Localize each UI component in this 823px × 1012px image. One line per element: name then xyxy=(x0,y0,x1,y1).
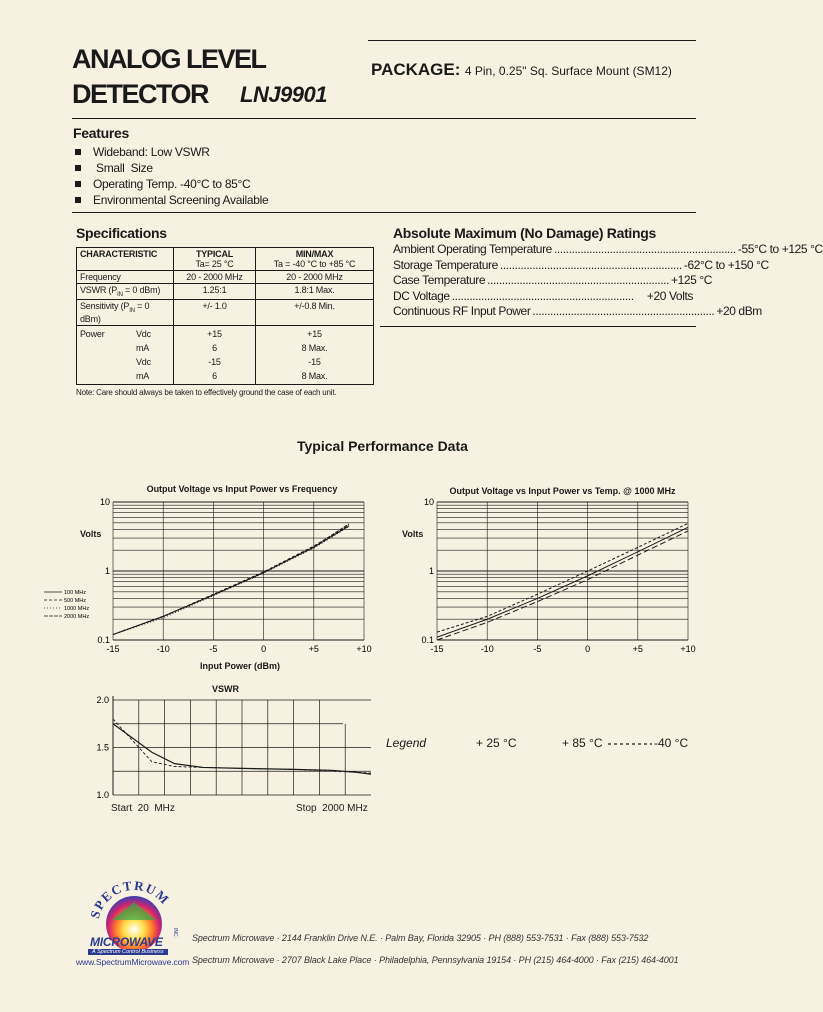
x-tick-label: -15 xyxy=(106,644,120,654)
table-cell: Sensitivity ($P_{IN} = 0$ dBm) xyxy=(77,299,174,325)
table-row xyxy=(77,325,374,384)
y-tick-label: 2.0 xyxy=(96,695,109,705)
specs-note: Note: Care should always be taken to effectively ground the case of each unit. xyxy=(76,388,337,397)
x-tick-label: -5 xyxy=(533,644,542,654)
x-tick-label: 0 xyxy=(261,644,267,654)
package-text: 4 Pin, 0.25" Sq. Surface Mount (SM12) xyxy=(464,64,672,78)
header-rule xyxy=(72,118,696,119)
table-cell: +/- 1.0 xyxy=(174,299,256,325)
specs-title: Specifications xyxy=(76,225,167,241)
legend-entry: 2000 MHz xyxy=(64,614,90,620)
page-title-line2: DETECTOR xyxy=(72,79,209,109)
legend-m40c: -40 °C xyxy=(654,736,689,750)
chart1-svg xyxy=(40,494,390,680)
rating-row: Storage Temperature .............................................................. -62°C to +150 °C xyxy=(393,257,769,272)
table-header: TYPICAL Ta= 25 °C xyxy=(174,248,256,271)
logo-inc: INC. xyxy=(172,928,178,938)
logo-wordmark: MICROWAVE xyxy=(90,935,163,949)
x-tick-label: +10 xyxy=(356,644,372,654)
table-cell: 20 - 2000 MHz xyxy=(256,271,374,284)
table-cell: Frequency xyxy=(77,271,174,284)
legend-entry: 1000 MHz xyxy=(64,606,90,612)
footer-address-1: Spectrum Microwave · 2144 Franklin Drive N.E. · Palm Bay, Florida 32905 · PH (888) 553-7531 · Fax (888) 553-7532 xyxy=(192,933,649,943)
rating-row: Continuous RF Input Power .............................................................. +20 dBm xyxy=(393,304,762,318)
features-rule xyxy=(72,212,696,213)
table-cell: VSWR ($P_{IN} = 0$ dBm) xyxy=(77,284,174,300)
features-title: Features xyxy=(73,125,129,141)
chart3-stop-label: Stop 2000 MHz xyxy=(296,803,368,814)
table-cell: 20 - 2000 MHz xyxy=(174,271,256,284)
ratings-title: Absolute Maximum (No Damage) Ratings xyxy=(393,225,657,241)
feature-item: Operating Temp. -40°C to 85°C xyxy=(75,176,268,192)
y-tick-label: 1 xyxy=(104,566,110,576)
x-tick-label: +5 xyxy=(308,644,319,654)
table-row xyxy=(77,271,374,284)
legend-25c: + 25 °C xyxy=(476,736,517,750)
table-row xyxy=(77,248,374,271)
x-tick-label: -15 xyxy=(430,644,444,654)
logo-tagline: A Spectrum Control Business xyxy=(88,949,168,955)
table-header: CHARACTERISTIC xyxy=(77,248,174,271)
bullet-icon xyxy=(75,197,81,203)
y-tick-label: 0.1 xyxy=(97,635,110,645)
x-tick-label: -5 xyxy=(209,644,218,654)
table-cell: +/-0.8 Min. xyxy=(256,299,374,325)
rating-row: DC Voltage .............................................................. +20 Volts xyxy=(393,288,693,303)
table-cell: +15 6 -15 6 xyxy=(174,325,256,384)
bullet-icon xyxy=(75,181,81,187)
bullet-icon xyxy=(75,165,81,171)
rating-row: Case Temperature .............................................................. +125 °C xyxy=(393,273,713,287)
y-tick-label: 1.5 xyxy=(96,742,109,753)
package-label: PACKAGE: xyxy=(371,60,461,79)
performance-title: Typical Performance Data xyxy=(297,438,468,454)
legend-dash-icon xyxy=(608,740,652,748)
table-cell: 1.8:1 Max. xyxy=(256,284,374,300)
chart2-ylabel: Volts xyxy=(402,529,424,539)
specs-table xyxy=(76,247,374,385)
chart2-title: Output Voltage vs Input Power vs Temp. @ 1000 MHz xyxy=(449,486,676,496)
chart1-xlabel: Input Power (dBm) xyxy=(200,661,280,671)
y-tick-label: 0.1 xyxy=(421,635,434,645)
chart3-start-label: Start 20 MHz xyxy=(111,803,175,814)
y-tick-label: 1 xyxy=(428,566,434,576)
top-rule xyxy=(368,40,696,41)
table-row xyxy=(77,284,374,300)
footer-address-2: Spectrum Microwave · 2707 Black Lake Place · Philadelphia, Pennsylvania 19154 · PH (215) 464-4000 · Fax (215) 464-4001 xyxy=(192,955,679,965)
legend-85c: + 85 °C xyxy=(562,736,603,750)
table-cell: Power Vdc mA Vdc mA xyxy=(77,325,174,384)
footer-website[interactable]: www.SpectrumMicrowave.com xyxy=(76,957,190,967)
x-tick-label: -10 xyxy=(480,644,494,654)
bullet-icon xyxy=(75,149,81,155)
x-tick-label: -10 xyxy=(156,644,170,654)
feature-item: Wideband: Low VSWR xyxy=(75,144,268,160)
x-tick-label: +5 xyxy=(632,644,643,654)
chart2-svg xyxy=(400,494,710,660)
ratings-rule xyxy=(380,326,696,327)
table-row xyxy=(77,299,374,325)
legend-label: Legend xyxy=(386,736,427,750)
part-number: LNJ9901 xyxy=(240,82,328,107)
y-tick-label: 10 xyxy=(99,497,110,507)
x-tick-label: 0 xyxy=(585,644,591,654)
chart3-title: VSWR xyxy=(212,684,239,694)
svg-text:SPECTRUM: SPECTRUM xyxy=(86,880,173,921)
chart3-svg xyxy=(80,690,380,805)
page-title-line1: ANALOG LEVEL xyxy=(72,44,266,74)
chart1-ylabel: Volts xyxy=(80,529,102,539)
y-tick-label: 1.0 xyxy=(96,790,109,800)
package-info xyxy=(371,60,672,80)
features-list xyxy=(75,144,268,208)
table-header: MIN/MAX Ta = -40 °C to +85 °C xyxy=(256,248,374,271)
feature-item: Small Size xyxy=(75,160,268,176)
chart1-title: Output Voltage vs Input Power vs Frequency xyxy=(146,484,338,494)
table-cell: 1.25:1 xyxy=(174,284,256,300)
legend-entry: 500 MHz xyxy=(64,598,87,604)
ratings-list xyxy=(393,242,823,320)
rating-row: Ambient Operating Temperature .............................................................. -55°C to +125 °C xyxy=(393,242,823,256)
x-tick-label: +10 xyxy=(680,644,696,654)
table-cell: +15 8 Max. -15 8 Max. xyxy=(256,325,374,384)
legend-entry: 100 MHz xyxy=(64,590,87,596)
y-tick-label: 10 xyxy=(423,497,434,507)
feature-item: Environmental Screening Available xyxy=(75,192,268,208)
